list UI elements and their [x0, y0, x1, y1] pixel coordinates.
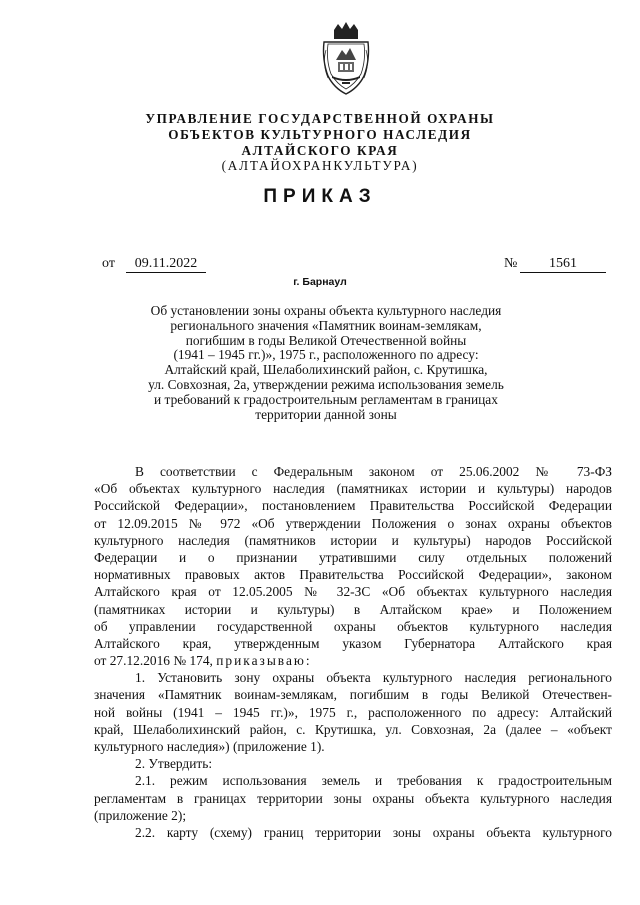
body-line: 2.1. режим использования земель и требования к градостроительным: [135, 773, 612, 789]
org-name-line-3: АЛТАЙСКОГО КРАЯ: [241, 143, 399, 158]
body-line-start: от 27.12.2016 № 174,: [94, 653, 213, 669]
org-name-line-1: УПРАВЛЕНИЕ ГОСУДАРСТВЕННОЙ ОХРАНЫ: [145, 111, 495, 126]
subject-line: погибшим в годы Великой Отечественной войны: [185, 332, 467, 348]
body-line: нормативных правовых актов Правительства Российской Федерации», законом: [94, 567, 612, 583]
subject-line: и требований к градостроительным регламентам в границах: [154, 391, 498, 407]
city-label: г. Барнаул: [293, 276, 347, 288]
body-line: регламентам в границах территории зоны охраны объекта культурного наследия: [94, 790, 612, 806]
decree-word: приказываю:: [216, 653, 312, 669]
document-type-title: ПРИКАЗ: [263, 186, 377, 207]
body-line: (памятниках истории и культуры) в Алтайском крае» и Положением: [94, 601, 612, 617]
subject-line: Алтайский край, Шелаболихинский район, с. Крутишка,: [164, 362, 488, 378]
body-line: Российской Федерации», постановлением Правительства Российской Федерации: [94, 498, 612, 514]
body-line: Алтайского края, утвержденным указом Губернатора Алтайского края: [94, 635, 612, 651]
altai-coat-of-arms-emblem: [318, 20, 374, 98]
body-line: значения «Памятник воинам-землякам, погибшим в годы Великой Отечествен-: [94, 687, 612, 703]
org-name-line-2: ОБЪЕКТОВ КУЛЬТУРНОГО НАСЛЕДИЯ: [168, 127, 472, 142]
body-line: ной войны (1941 – 1945 гг.)», 1975 г., расположенного по адресу: Алтайский: [94, 704, 612, 720]
body-line: 2.2. карту (схему) границ территории зоны охраны объекта культурного: [135, 824, 612, 840]
body-line: культурного наследия») (приложение 1).: [94, 739, 325, 754]
date-prefix: от: [102, 256, 115, 271]
body-line: 1. Установить зону охраны объекта культурного наследия регионального: [135, 670, 612, 686]
body-line-decree: [94, 652, 612, 669]
body-line: «Об объектах культурного наследия (памятниках истории и культуры) народов: [94, 481, 612, 497]
body-line: В соответствии с Федеральным законом от 25.06.2002 № 73-ФЗ: [135, 464, 612, 479]
body-line: 2. Утвердить:: [135, 756, 213, 772]
document-date: 09.11.2022: [126, 256, 206, 273]
number-prefix: №: [504, 256, 518, 271]
body-line: (приложение 2);: [94, 807, 187, 823]
body-line: край, Шелаболихинский район, с. Крутишка, ул. Совхозная, 2а (далее – «объект: [94, 721, 612, 737]
org-short-name: (АЛТАЙОХРАНКУЛЬТУРА): [221, 158, 419, 173]
body-line: от 12.09.2015 № 972 «Об утверждении Положения о зонах охраны объектов: [94, 515, 612, 531]
subject-line: Об установлении зоны охраны объекта культурного наследия: [150, 303, 502, 318]
body-line: культурного наследия (памятников истории и культуры) народов Российской: [94, 532, 612, 548]
subject-line: территории данной зоны: [255, 406, 397, 422]
subject-line: регионального значения «Памятник воинам-землякам,: [170, 317, 482, 333]
document-number: 1561: [520, 256, 606, 273]
subject-line: ул. Совхозная, 2а, утверждении режима использования земель: [148, 376, 504, 392]
body-line: Алтайского края от 12.05.2005 № 32-ЗС «Об объектах культурного наследия: [94, 584, 612, 600]
body-line: Федерации и о признании утратившими силу отдельных положений: [94, 549, 612, 565]
order-body-text: [94, 463, 612, 841]
subject-line: (1941 – 1945 гг.)», 1975 г., расположенного по адресу:: [173, 347, 479, 363]
order-subject: [112, 304, 540, 422]
body-line: об управлении государственной охраны объектов культурного наследия: [94, 618, 612, 634]
